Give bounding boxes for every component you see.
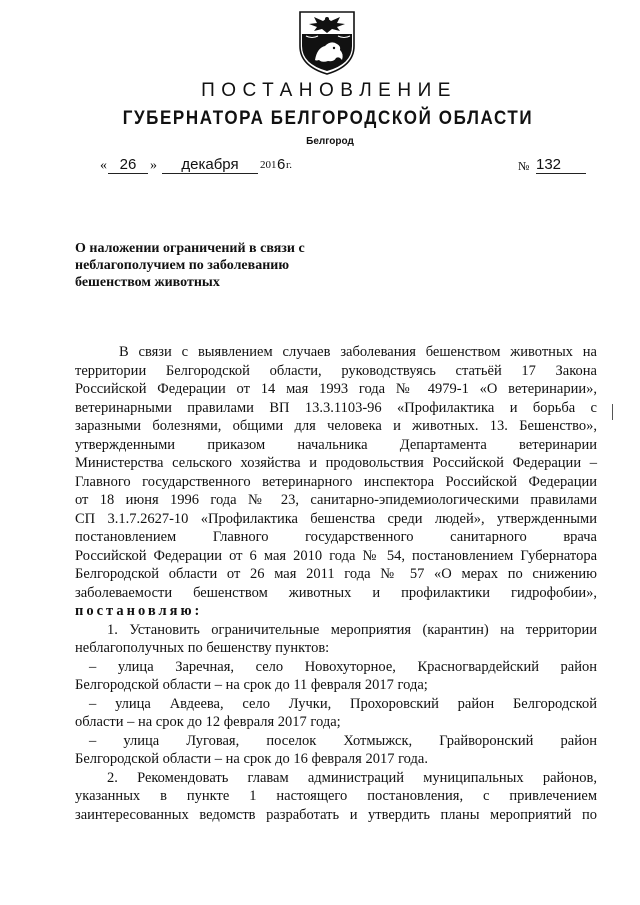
decree-word: постановляю: xyxy=(75,603,203,619)
dash-item-line: – улица Луговая, поселок Хотмыжск, Грайворонский район xyxy=(89,732,597,749)
item2-line: 2. Рекомендовать главам администраций муниципальных районов, xyxy=(107,769,597,786)
dash-item-line: области – на срок до 12 февраля 2017 года; xyxy=(75,714,341,730)
date-open-quote: « xyxy=(100,158,107,173)
dash-item-line: Белгородской области – на срок до 11 февраля 2017 года; xyxy=(75,677,428,693)
body-line: заболеваемости бешенством животных и профилактики гидрофобии», xyxy=(75,584,597,601)
body-line: СП 3.1.7.2627-10 «Профилактика бешенства среди людей», утвержденными xyxy=(75,510,597,527)
body-line: заразными болезнями, общими для человека и животных. 13. Бешенство», xyxy=(75,418,597,434)
date-year-suffix: 6 xyxy=(277,156,286,173)
body-line: Министерства сельского хозяйства и продовольствия Российской Федерации – xyxy=(75,455,597,471)
body-line: постановлением Главного государственного санитарного врача xyxy=(75,529,597,545)
item1-line: 1. Установить ограничительные мероприятия (карантин) на территории xyxy=(107,621,597,638)
item2-line: указанных в пункте 1 настоящего постановления, с привлечением xyxy=(75,788,597,804)
issuer-title: ГУБЕРНАТОРА БЕЛГОРОДСКОЙ ОБЛАСТИ xyxy=(122,106,534,129)
document-body xyxy=(75,343,597,824)
body-line: Белгородской области от 26 мая 2011 года № 57 «О мерах по снижению xyxy=(75,566,597,582)
dash-item-line: Белгородской области – на срок до 16 февраля 2017 года. xyxy=(75,751,428,767)
subject-heading xyxy=(75,240,357,291)
date-month: декабря xyxy=(162,156,258,174)
subject-line-3: бешенством животных xyxy=(75,275,220,290)
body-line: Российской Федерации от 14 мая 1993 года № 4979-1 «О ветеринарии», xyxy=(75,381,597,397)
decree-number: 132 xyxy=(536,156,586,174)
dash-item-line: – улица Заречная, село Новохуторное, Красногвардейский район xyxy=(89,658,597,675)
city-label: Белгород xyxy=(306,136,354,147)
document-title: ПОСТАНОВЛЕНИЕ xyxy=(201,80,457,101)
body-line: от 18 июня 1996 года № 23, санитарно-эпидемиологическими правилами xyxy=(75,492,597,508)
number-label: № xyxy=(518,159,530,173)
body-line: утвержденными приказом начальника Департамента ветеринарии xyxy=(75,436,597,453)
body-line: ветеринарными правилами ВП 13.3.1103-96 «Профилактика и борьба с xyxy=(75,399,597,416)
date-year-label: г. xyxy=(286,159,293,171)
coat-of-arms-emblem xyxy=(296,8,358,76)
date-day: 26 xyxy=(108,156,148,174)
body-line: В связи с выявлением случаев заболевания бешенством животных на xyxy=(119,344,597,360)
subject-line-2: неблагополучием по заболеванию xyxy=(75,258,290,273)
margin-mark xyxy=(612,404,613,420)
item2-line: заинтересованных ведомств разработать и утвердить планы мероприятий по xyxy=(75,806,597,823)
item1-line: неблагополучных по бешенству пунктов: xyxy=(75,640,330,656)
subject-line-1: О наложении ограничений в связи с xyxy=(75,241,305,256)
dash-item-line: – улица Авдеева, село Лучки, Прохоровский район Белгородской xyxy=(89,695,597,712)
body-line: Российской Федерации от 6 мая 2010 года № 54, постановлением Губернатора xyxy=(75,547,597,564)
date-close-quote: » xyxy=(150,158,157,173)
body-line: территории Белгородской области, руководствуясь статьёй 17 Закона xyxy=(75,362,597,379)
body-line: Главного государственного ветеринарного инспектора Российской Федерации xyxy=(75,473,597,490)
date-year-prefix: 201 xyxy=(260,159,277,171)
